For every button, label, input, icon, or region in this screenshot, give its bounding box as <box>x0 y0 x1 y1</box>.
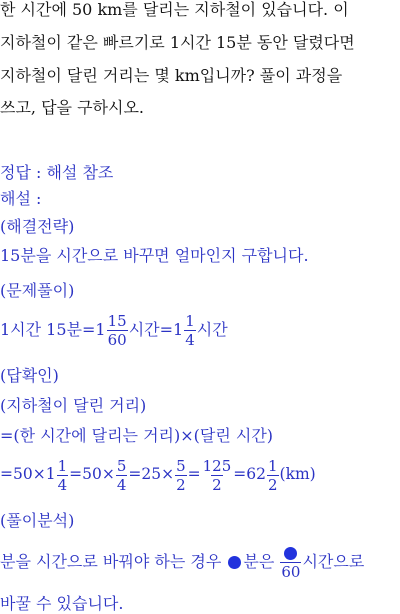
fraction-numerator: 1 <box>267 456 278 475</box>
eq2-text-4: = <box>187 465 201 483</box>
fraction-5-2 <box>175 457 187 494</box>
fraction-numerator: 1 <box>185 312 195 330</box>
question-line-2: 지하철이 같은 빠르기로 1시간 15분 동안 달렸다면 <box>0 33 355 52</box>
blank-dot-icon <box>228 556 241 569</box>
check-heading: (답확인) <box>0 366 59 385</box>
fraction-125-2 <box>202 457 233 494</box>
fraction-numerator: 5 <box>116 456 127 475</box>
fraction-15-60 <box>107 312 128 349</box>
fraction-denominator: 4 <box>185 331 195 349</box>
fraction-denominator: 4 <box>116 475 127 494</box>
analysis-text-1: 분을 시간으로 바꿔야 하는 경우 <box>0 552 227 571</box>
analysis-text-3: 시간으로 <box>302 552 365 571</box>
fraction-5-4 <box>116 457 128 494</box>
eq1-text-1: 1시간 15분=1 <box>0 320 106 339</box>
check-line-2: =(한 시간에 달리는 거리)×(달린 시간) <box>0 426 274 445</box>
equation-distance <box>0 451 316 497</box>
analysis-text-2: 분은 <box>243 552 280 571</box>
eq2-text-3: =25× <box>128 465 175 483</box>
eq2-text-5: =62 <box>233 465 266 483</box>
fraction-numerator: 125 <box>202 456 232 475</box>
fraction-denominator: 2 <box>267 475 278 494</box>
strategy-text: 15분을 시간으로 바꾸면 얼마인지 구합니다. <box>0 246 309 265</box>
eq1-text-2: 시간=1 <box>128 320 184 339</box>
fraction-denominator: 60 <box>107 331 127 349</box>
answer-label: 정답 : 해설 참조 <box>0 163 114 182</box>
fraction-denominator: 60 <box>281 563 301 581</box>
question-line-4: 쓰고, 답을 구하시오. <box>0 98 144 117</box>
fraction-denominator: 2 <box>212 475 222 494</box>
analysis-line-2: 바꿀 수 있습니다. <box>0 594 124 613</box>
explanation-label: 해설 : <box>0 189 42 208</box>
eq2-text-1: =50×1 <box>0 465 56 483</box>
check-line-1: (지하철이 달린 거리) <box>0 396 147 415</box>
fraction-numerator: 1 <box>57 456 68 475</box>
analysis-heading: (풀이분석) <box>0 511 75 530</box>
solution-heading: (문제풀이) <box>0 281 75 300</box>
fraction-denominator: 2 <box>176 475 186 494</box>
strategy-heading: (해결전략) <box>0 217 75 236</box>
blank-dot-icon <box>284 547 297 560</box>
fraction-1-2 <box>267 457 279 494</box>
eq2-text-6: (km) <box>279 465 316 483</box>
fraction-1-4 <box>57 457 69 494</box>
equation-time-conversion <box>0 310 228 350</box>
eq2-text-2: =50× <box>69 465 115 483</box>
eq1-text-3: 시간 <box>196 320 228 339</box>
question-line-1: 한 시간에 50 km를 달리는 지하철이 있습니다. 이 <box>0 0 349 19</box>
fraction-numerator <box>283 544 298 562</box>
fraction-numerator: 5 <box>176 456 186 475</box>
analysis-line-1 <box>0 540 364 584</box>
question-line-3: 지하철이 달린 거리는 몇 km입니까? 풀이 과정을 <box>0 66 343 85</box>
fraction-numerator: 15 <box>107 312 127 330</box>
fraction-denominator: 4 <box>57 475 68 494</box>
fraction-1-4 <box>184 312 196 349</box>
fraction-dot-60 <box>280 544 301 581</box>
